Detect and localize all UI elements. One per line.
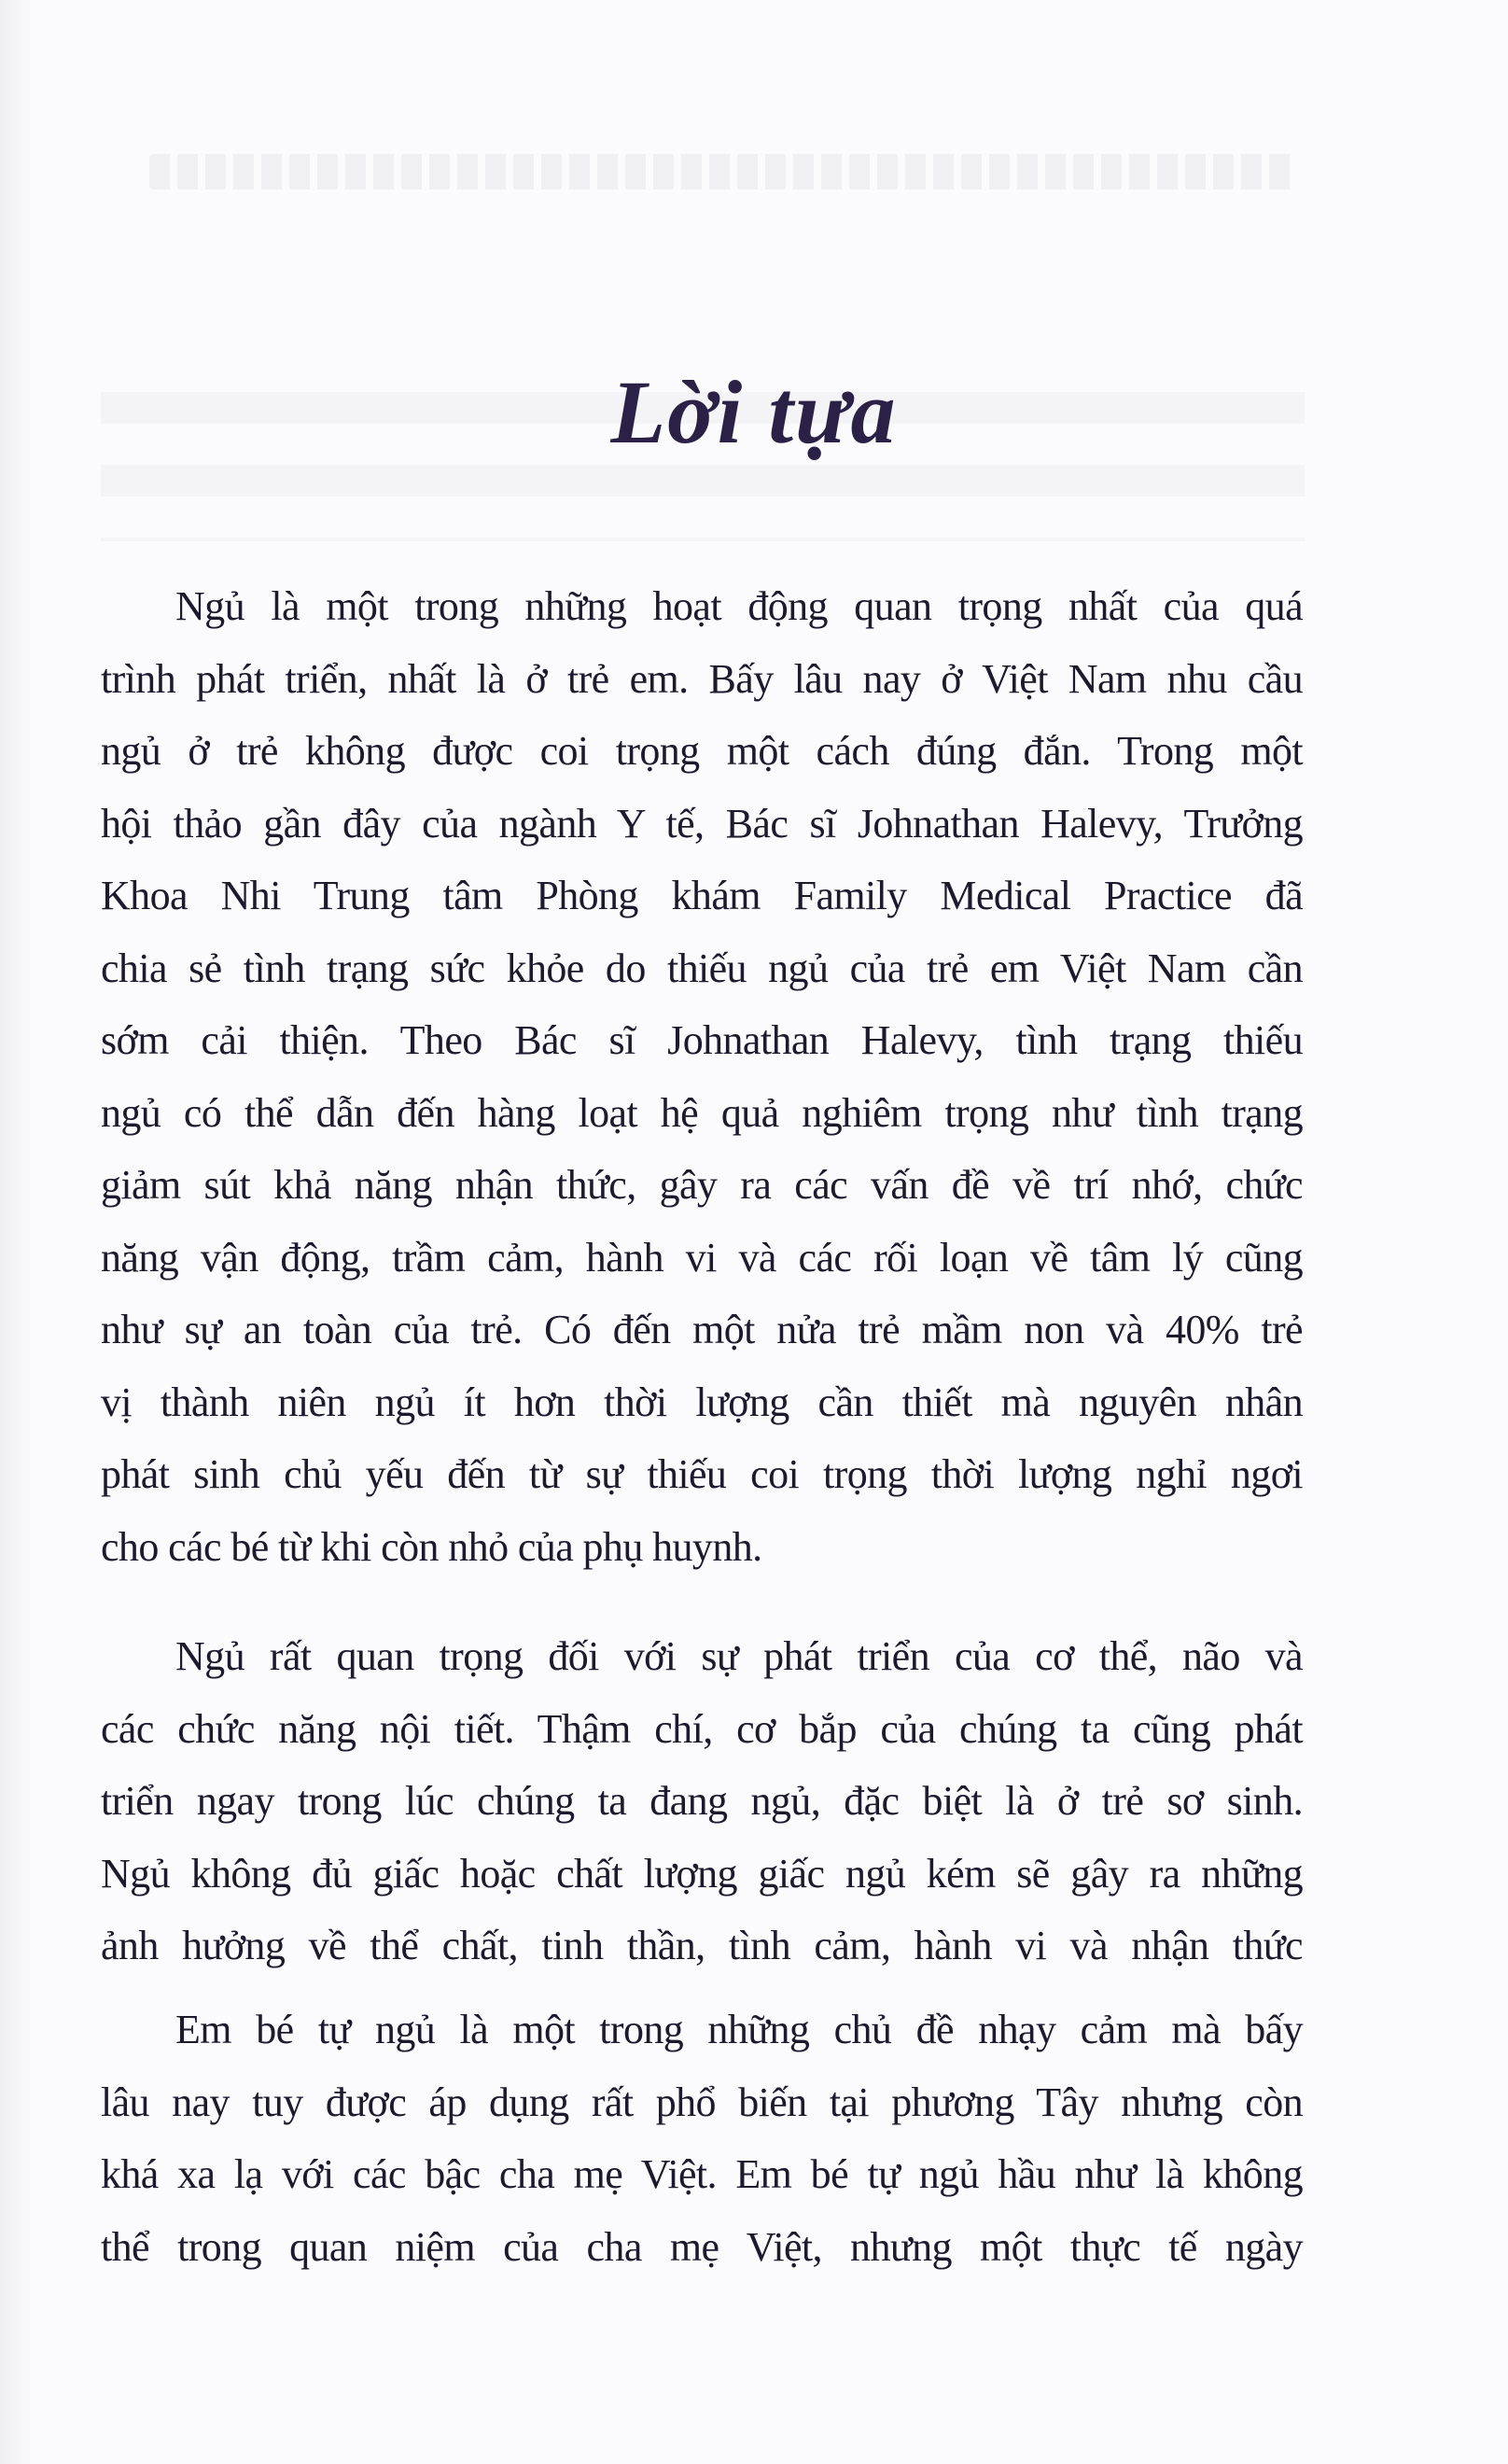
bleed-through-running-header xyxy=(149,154,1297,189)
paragraph-2 xyxy=(101,1620,1303,1982)
chapter-title: Lời tựa xyxy=(610,362,898,463)
paragraph-line: ảnh hưởng về thể chất, tinh thần, tình cảm, hành vi và nhận thức xyxy=(101,1923,1303,1968)
paragraph-line: thể trong quan niệm của cha mẹ Việt, nhưng một thực tế ngày xyxy=(101,2223,1303,2270)
paragraph-3 xyxy=(101,1994,1303,2283)
paragraph-line: ngủ có thể dẫn đến hàng loạt hệ quả nghiêm trọng như tình trạng xyxy=(101,1089,1303,1136)
paragraph-line: các chức năng nội tiết. Thậm chí, cơ bắp của chúng ta cũng phát xyxy=(101,1705,1303,1752)
paragraph-line: lâu nay tuy được áp dụng rất phổ biến tại phương Tây nhưng còn xyxy=(101,2079,1303,2125)
paragraph-line: ngủ ở trẻ không được coi trọng một cách đúng đắn. Trong một xyxy=(101,728,1303,774)
paragraph-line: Em bé tự ngủ là một trong những chủ đề nhạy cảm mà bấy xyxy=(175,2007,1303,2052)
paragraph-line: Ngủ là một trong những hoạt động quan trọng nhất của quá xyxy=(175,583,1303,629)
paragraph-line: Ngủ không đủ giấc hoặc chất lượng giấc ngủ kém sẽ gây ra những xyxy=(101,1850,1303,1897)
paragraph-line: giảm sút khả năng nhận thức, gây ra các vấn đề về trí nhớ, chức xyxy=(101,1162,1303,1208)
paragraph-line: cho các bé từ khi còn nhỏ của phụ huynh. xyxy=(101,1523,762,1570)
paragraph-line: năng vận động, trầm cảm, hành vi và các rối loạn về tâm lý cũng xyxy=(101,1234,1303,1281)
paragraph-line: vị thành niên ngủ ít hơn thời lượng cần thiết mà nguyên nhân xyxy=(101,1379,1303,1425)
paragraph-line: khá xa lạ với các bậc cha mẹ Việt. Em bé tự ngủ hầu như là không xyxy=(101,2151,1303,2197)
paragraph-line: triển ngay trong lúc chúng ta đang ngủ, đặc biệt là ở trẻ sơ sinh. xyxy=(101,1778,1303,1824)
paragraph-line: như sự an toàn của trẻ. Có đến một nửa trẻ mầm non và 40% trẻ xyxy=(101,1307,1303,1352)
paragraph-1 xyxy=(101,570,1303,1583)
paragraph-line: Khoa Nhi Trung tâm Phòng khám Family Medical Practice đã xyxy=(101,873,1303,918)
paragraph-line: hội thảo gần đây của ngành Y tế, Bác sĩ Johnathan Halevy, Trưởng xyxy=(101,800,1303,847)
paragraph-line: phát sinh chủ yếu đến từ sự thiếu coi trọng thời lượng nghỉ ngơi xyxy=(101,1451,1303,1497)
paragraph-line: chia sẻ tình trạng sức khỏe do thiếu ngủ của trẻ em Việt Nam cần xyxy=(101,945,1303,991)
paragraph-line: trình phát triển, nhất là ở trẻ em. Bấy lâu nay ở Việt Nam nhu cầu xyxy=(101,655,1303,702)
paragraph-line: sớm cải thiện. Theo Bác sĩ Johnathan Halevy, tình trạng thiếu xyxy=(101,1017,1303,1063)
paragraph-line: Ngủ rất quan trọng đối với sự phát triển của cơ thể, não và xyxy=(175,1633,1303,1679)
